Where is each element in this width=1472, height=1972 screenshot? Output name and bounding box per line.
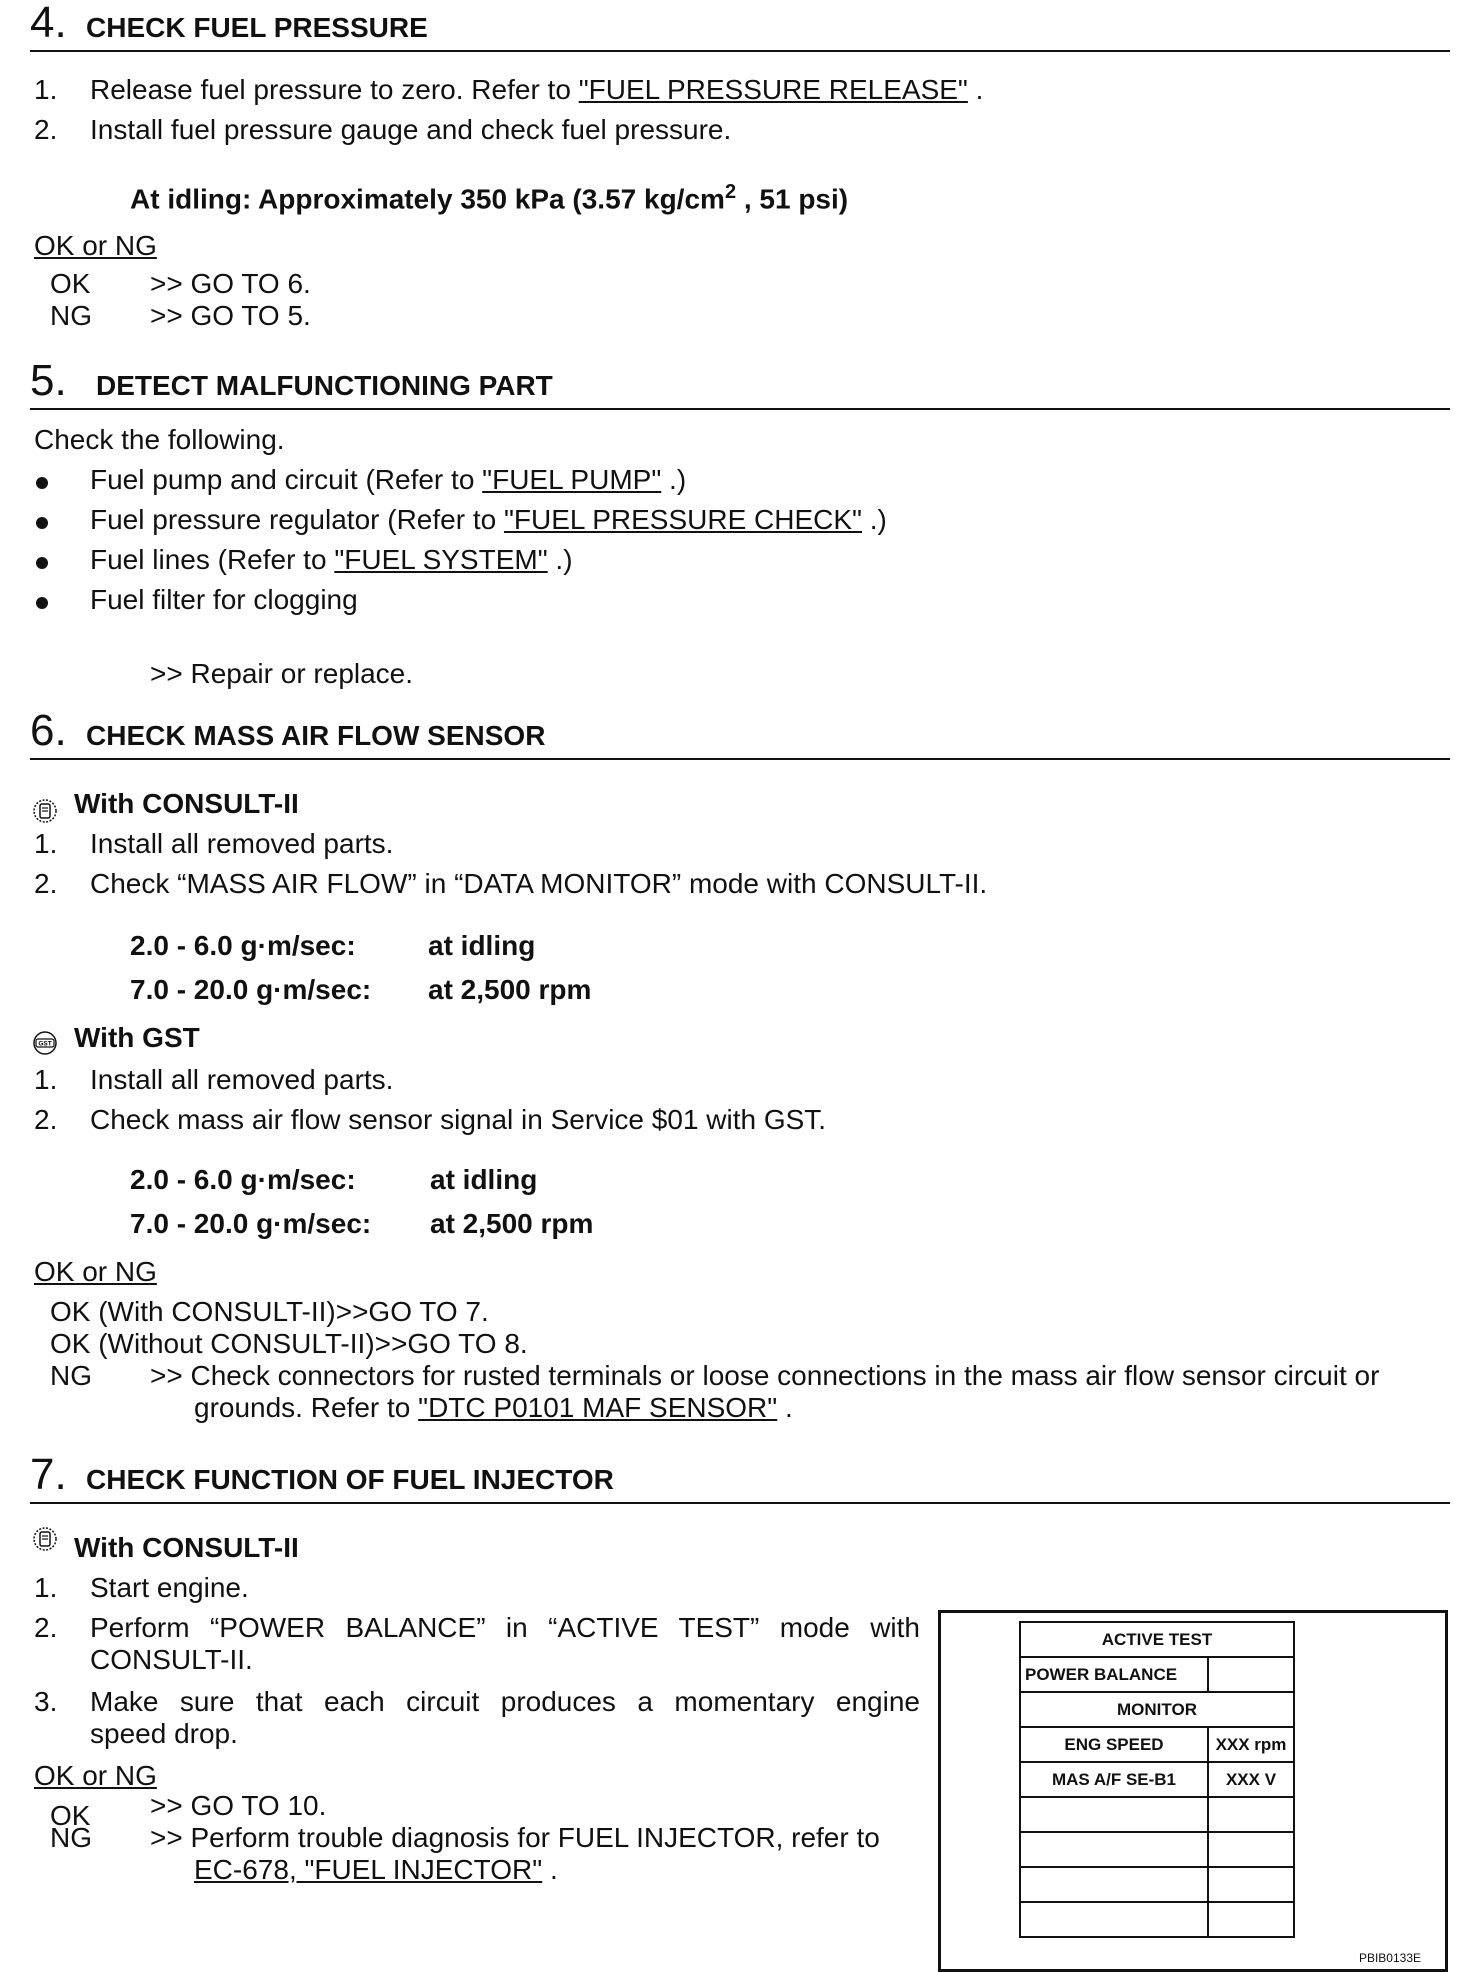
fuel-pressure-release-link[interactable]: "FUEL PRESSURE RELEASE" [578,74,968,105]
step-4-spec-main: At idling: Approximately 350 kPa (3.57 kg/cm [130,183,725,215]
step-6-ng-line-2-text: grounds. Refer to [194,1392,419,1423]
step-6-consult-heading: With CONSULT-II [74,788,299,819]
step-5-bullet-1 [90,464,686,496]
step-6-ng-after: . [777,1392,793,1423]
step-4-ok-action: >> GO TO 6. [150,268,311,299]
spec-consult-1-cond: at idling [428,930,536,961]
monitor-empty-cell [1020,1832,1208,1867]
step-7-ok-label: OK [50,1800,91,1831]
step-7-item-3-num: 3. [34,1686,58,1717]
spec-consult-1-value: 2.0 - 6.0 g·m/sec: [130,930,356,961]
step-4-spec-end: , 51 psi) [736,183,849,215]
consult-icon [32,1526,58,1552]
bullet-1-text: Fuel pump and circuit (Refer to [90,464,483,495]
gst-icon-label: GST [38,1040,52,1048]
spec-gst-2-value: 7.0 - 20.0 g·m/sec: [130,1208,372,1239]
step-4-item-1-text: Release fuel pressure to zero. Refer to [90,74,579,105]
step-7-item-3-line-1: Make sure that each circuit produces a momentary engine [90,1686,920,1717]
step-7-item-1-num: 1. [34,1572,58,1603]
step-7-ng-action: >> Perform trouble diagnosis for FUEL INJECTOR, refer to [150,1822,880,1853]
active-test-title: ACTIVE TEST [1020,1622,1294,1657]
step-4-header [30,0,1450,52]
step-6-number: 6. [30,706,67,755]
step-6-ok-with-consult: OK (With CONSULT-II)>>GO TO 7. [50,1296,489,1327]
step-4-ok-ng-heading: OK or NG [34,230,157,261]
monitor-empty-cell [1020,1902,1208,1937]
monitor-empty-cell [1208,1797,1294,1832]
step-7-ng-ref [194,1854,558,1886]
dtc-p0101-maf-sensor-link[interactable]: "DTC P0101 MAF SENSOR" [418,1392,778,1423]
bullet-2-after: .) [862,504,887,535]
monitor-empty-cell [1208,1867,1294,1902]
spec-consult-2-value: 7.0 - 20.0 g·m/sec: [130,974,372,1005]
step-7-ng-label: NG [50,1822,92,1853]
power-balance-label: POWER BALANCE [1020,1657,1208,1692]
step-7-number: 7. [30,1450,67,1499]
step-5-intro: Check the following. [34,424,285,455]
monitor-row-value: XXX rpm [1208,1727,1294,1762]
step-6-gst-heading: With GST [74,1022,200,1053]
step-6-gst-item-2-num: 2. [34,1104,58,1135]
step-7-item-2-num: 2. [34,1612,58,1643]
step-6-consult-item-1-text: Install all removed parts. [90,828,394,859]
step-4-title: CHECK FUEL PRESSURE [86,12,428,43]
bullet-icon [36,597,48,609]
step-6-title: CHECK MASS AIR FLOW SENSOR [86,720,546,751]
bullet-3-text: Fuel lines (Refer to [90,544,335,575]
monitor-empty-cell [1020,1797,1208,1832]
step-4-item-2-num: 2. [34,114,58,145]
step-7-consult-heading: With CONSULT-II [74,1532,299,1563]
monitor-empty-cell [1208,1902,1294,1937]
step-5-bullet-2 [90,504,887,536]
power-balance-value [1208,1657,1294,1692]
step-6-ng-line-2 [194,1392,793,1424]
step-5-header [30,356,1450,410]
step-7-item-3-line-2: speed drop. [90,1718,238,1749]
fuel-pump-link[interactable]: "FUEL PUMP" [482,464,662,495]
step-7-item-1-text: Start engine. [90,1572,249,1603]
step-7-item-2-line-1: Perform “POWER BALANCE” in “ACTIVE TEST” mode with [90,1612,920,1643]
step-5-title: DETECT MALFUNCTIONING PART [96,370,553,401]
step-4-ng-action: >> GO TO 5. [150,300,311,331]
step-7-ok-ng-heading: OK or NG [34,1760,157,1791]
step-6-ng-label: NG [50,1360,92,1391]
step-5-action: >> Repair or replace. [150,658,414,689]
fuel-system-link[interactable]: "FUEL SYSTEM" [334,544,548,575]
bullet-1-after: .) [661,464,687,495]
spec-gst-1-value: 2.0 - 6.0 g·m/sec: [130,1164,356,1195]
step-4-item-1 [90,74,983,106]
step-7-header [30,1450,1450,1504]
step-6-gst-item-1-num: 1. [34,1064,58,1095]
bullet-3-after: .) [547,544,573,575]
step-6-ok-without-consult: OK (Without CONSULT-II)>>GO TO 8. [50,1328,528,1359]
spec-gst-1-cond: at idling [430,1164,538,1195]
step-5-number: 5. [30,356,67,405]
monitor-row-label: MAS A/F SE-B1 [1020,1762,1208,1797]
step-6-gst-item-1-text: Install all removed parts. [90,1064,394,1095]
step-7-ok-action: >> GO TO 10. [150,1790,327,1821]
monitor-row-label: ENG SPEED [1020,1727,1208,1762]
monitor-empty-cell [1020,1867,1208,1902]
gst-icon [32,1030,58,1056]
spec-consult-2-cond: at 2,500 rpm [428,974,592,1005]
bullet-icon [36,477,48,489]
fuel-pressure-check-link[interactable]: "FUEL PRESSURE CHECK" [503,504,862,535]
ec-678-fuel-injector-link[interactable]: EC-678, "FUEL INJECTOR" [194,1854,543,1885]
step-4-item-1-num: 1. [34,74,58,105]
step-4-ng-label: NG [50,300,92,331]
monitor-title: MONITOR [1020,1692,1294,1727]
bullet-icon [36,557,48,569]
active-test-table [1019,1621,1295,1938]
spec-gst-2-cond: at 2,500 rpm [430,1208,594,1239]
step-6-consult-item-2-text: Check “MASS AIR FLOW” in “DATA MONITOR” mode with CONSULT-II. [90,868,988,899]
step-6-ng-line-1: >> Check connectors for rusted terminals or loose connections in the mass air flow sensor circuit or [150,1360,1380,1391]
step-7-title: CHECK FUNCTION OF FUEL INJECTOR [86,1464,614,1495]
step-4-ok-label: OK [50,268,91,299]
figure-id: PBIB0133E [1358,1951,1421,1965]
step-4-number: 4. [30,0,67,47]
step-7-ng-after: . [542,1854,558,1885]
consult-icon [32,798,58,824]
monitor-empty-cell [1208,1832,1294,1867]
step-4-spec-sup: 2 [724,181,737,203]
step-6-consult-item-1-num: 1. [34,828,58,859]
monitor-row-value: XXX V [1208,1762,1294,1797]
step-6-header [30,706,1450,760]
step-4-item-2-text: Install fuel pressure gauge and check fuel pressure. [90,114,732,145]
step-4-spec [130,176,848,215]
consult-screen-figure [938,1610,1448,1972]
step-5-bullet-4: Fuel filter for clogging [90,584,358,615]
step-6-consult-item-2-num: 2. [34,868,58,899]
step-6-ok-ng-heading: OK or NG [34,1256,157,1287]
step-5-bullet-3 [90,544,573,576]
step-7-item-2-line-2: CONSULT-II. [90,1644,253,1675]
step-4-item-1-after: . [967,74,984,105]
bullet-icon [36,517,48,529]
bullet-2-text: Fuel pressure regulator (Refer to [90,504,504,535]
step-6-gst-item-2-text: Check mass air flow sensor signal in Service $01 with GST. [90,1104,827,1135]
